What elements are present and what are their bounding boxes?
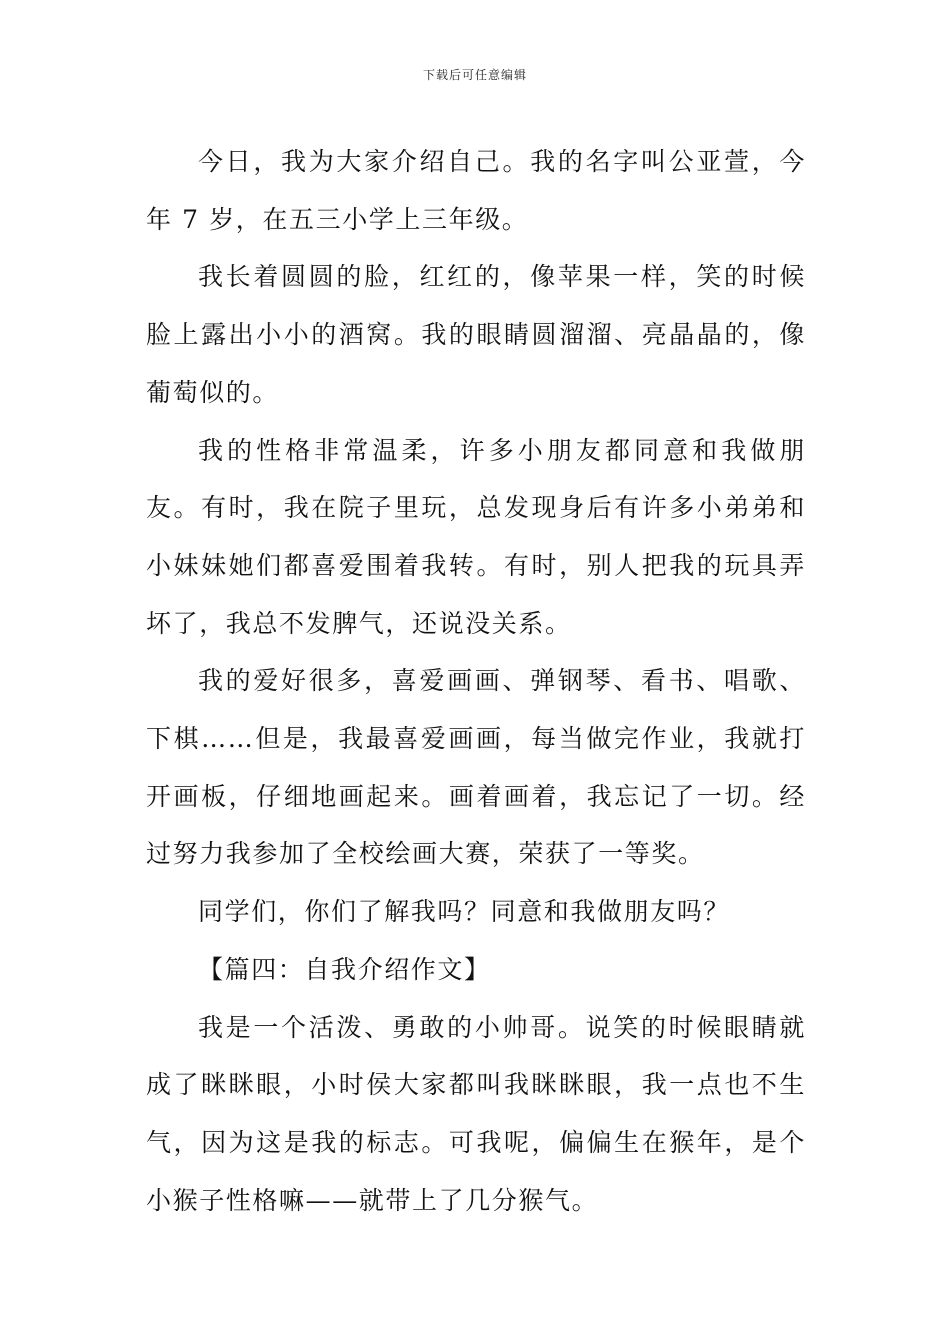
section-heading: 【篇四：自我介绍作文】: [198, 954, 491, 984]
paragraph-personality: 我的性格非常温柔，许多小朋友都同意和我做朋友。有时，我在院子里玩，总发现身后有许多小弟弟和小妹妹她们都喜爱围着我转。有时，别人把我的玩具弄坏了，我总不发脾气，还说没关系。: [146, 435, 806, 638]
paragraph-closing: 同学们，你们了解我吗？同意和我做朋友吗？: [198, 897, 731, 927]
article-body: [146, 133, 806, 1229]
paragraph-intro: 今日，我为大家介绍自己。我的名字叫公亚萱，今年 7 岁，在五三小学上三年级。: [146, 147, 806, 234]
paragraph-section-four: 我是一个活泼、勇敢的小帅哥。说笑的时候眼睛就成了眯眯眼，小时侯大家都叫我眯眯眼，我一点也不生气，因为这是我的标志。可我呢，偏偏生在猴年，是个小猴子性格嘛——就带上了几分猴气。: [146, 1012, 806, 1215]
paragraph-appearance: 我长着圆圆的脸，红红的，像苹果一样，笑的时候脸上露出小小的酒窝。我的眼睛圆溜溜、亮晶晶的，像葡萄似的。: [146, 262, 806, 407]
paragraph-hobbies: 我的爱好很多，喜爱画画、弹钢琴、看书、唱歌、下棋……但是，我最喜爱画画，每当做完作业，我就打开画板，仔细地画起来。画着画着，我忘记了一切。经过努力我参加了全校绘画大赛，荣获了一等奖。: [146, 666, 806, 869]
header-note: 下载后可任意编辑: [422, 68, 527, 82]
